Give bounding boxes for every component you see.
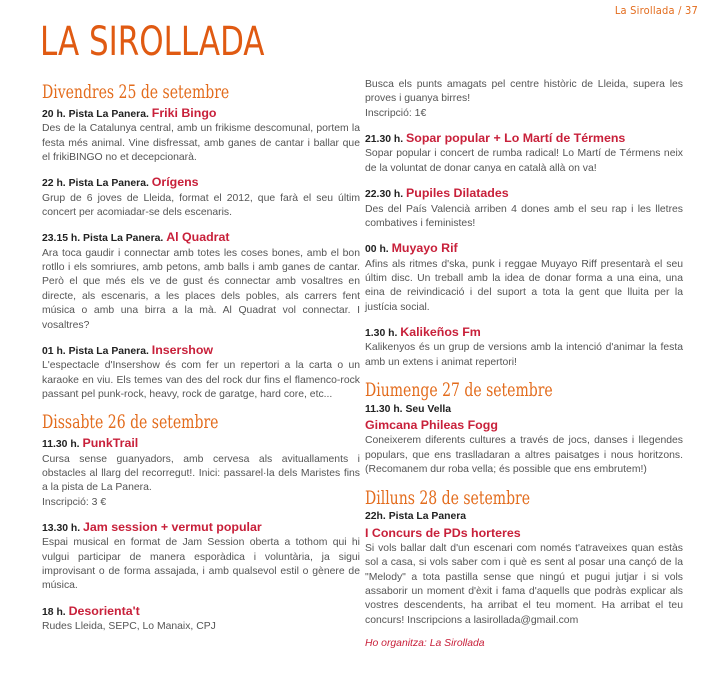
event	[42, 435, 360, 510]
event-description: Cursa sense guanyadors, amb cervesa als avituallaments i obstacles al llarg del recorregut!. Inici: passarel·la dels Maristes fins a la pista de La Panera.	[42, 453, 360, 494]
event-header	[365, 240, 683, 257]
day-heading: Divendres 25 de setembre	[42, 81, 230, 103]
event-name: Gimcana Phileas Fogg	[365, 418, 498, 433]
event	[42, 229, 360, 333]
event-description: Des del País Valencià arriben 4 dones amb el seu rap i les lletres combatives i feministes!	[365, 203, 683, 229]
event-header	[365, 130, 683, 147]
event-name: Friki Bingo	[151, 105, 217, 120]
event-fee: Inscripció: 3 €	[42, 496, 107, 508]
event-header	[42, 105, 360, 122]
event-venue: Seu Vella	[405, 403, 452, 415]
event	[42, 105, 360, 165]
event-name: Jam session + vermut popular	[83, 519, 262, 534]
event	[42, 174, 360, 220]
event-header	[365, 324, 683, 341]
event-name: Insershow	[151, 342, 214, 357]
event-description: Afins als ritmes d'ska, punk i reggae Muyayo Riff presentarà el seu últim disc. Un treball amb la idea de donar forma a una eina, una eina de reivindicació i del suport a tota la gent que lluita per la justícia social.	[365, 258, 683, 313]
event	[42, 519, 360, 594]
event-header	[365, 403, 683, 417]
event-venue: Pista La Panera.	[68, 108, 149, 120]
event-name: Kalikeños Fm	[400, 325, 481, 340]
event-description: Rudes Lleida, SEPC, Lo Manaix, CPJ	[42, 621, 216, 633]
event-time: 21.30 h.	[365, 134, 404, 146]
event-description: Espai musical en format de Jam Session oberta a tothom qui hi vulgui participar de manera esporàdica i voluntària, ja sigui improvisant o de forma assajada, i amb qualsevol estil o gènere de música.	[42, 537, 360, 592]
event	[365, 240, 683, 315]
event	[365, 185, 683, 231]
event-venue: Pista La Panera.	[68, 178, 149, 190]
event-name: Pupiles Dilatades	[406, 186, 509, 201]
event-fee: Inscripció: 1€	[365, 107, 427, 119]
event-venue: Pista La Panera.	[83, 233, 164, 245]
event-continuation	[365, 78, 683, 121]
day-heading: Diumenge 27 de setembre	[365, 379, 553, 402]
event-time: 00 h.	[365, 244, 389, 256]
event	[365, 403, 683, 478]
event-description: Busca els punts amagats pel centre històric de Lleida, supera les proves i guanya birres!	[365, 79, 683, 105]
event-time: 22 h.	[42, 178, 66, 190]
event-description: Coneixerem diferents cultures a través de jocs, danses i llegendes populars, que ens traslladaran a altres paisatges i nous horitzons. (Recomanem dur roba vella; és possible que ens embrutem!)	[365, 435, 683, 476]
left-column	[42, 82, 360, 643]
event-name: Al Quadrat	[166, 230, 230, 245]
event	[365, 324, 683, 370]
event-description: Kalikenyos és un grup de versions amb la intenció d'animar la festa amb un extens i animat repertori!	[365, 342, 683, 368]
day-heading: Dilluns 28 de setembre	[365, 486, 531, 509]
event-description: Sopar popular i concert de rumba radical! Lo Martí de Térmens neix de la voluntat de donar canya en català allà on va!	[365, 148, 683, 174]
event-header	[42, 435, 360, 452]
event-header	[42, 342, 360, 359]
event-name: Muyayo Rif	[391, 241, 458, 256]
event-time: 22.30 h.	[365, 189, 404, 201]
event-header	[42, 174, 360, 191]
event	[365, 510, 683, 628]
event-time: 20 h.	[42, 108, 66, 120]
event-name: I Concurs de PDs horteres	[365, 525, 521, 540]
event-time: 11.30 h.	[42, 439, 80, 451]
event-header	[42, 229, 360, 246]
event	[42, 603, 360, 635]
right-column	[365, 78, 683, 651]
event-name: Desorienta't	[68, 603, 140, 618]
event-header	[42, 603, 360, 620]
event-time: 1.30 h.	[365, 328, 398, 340]
event-description: Grup de 6 joves de Lleida, format el 2012, que farà el seu últim concert per acomiadar-se dels escenaris.	[42, 192, 360, 218]
event	[365, 130, 683, 176]
event-time: 23.15 h.	[42, 233, 81, 245]
event-time: 11.30 h.	[365, 403, 403, 415]
event-venue: Pista La Panera	[388, 511, 467, 523]
running-header: La Sirollada / 37	[614, 4, 698, 17]
event-venue: Pista La Panera.	[68, 345, 149, 357]
event-time: 18 h.	[42, 606, 66, 618]
organizer-credit: Ho organitza: La Sirollada	[365, 637, 485, 649]
event-description: L'espectacle d'Insershow és com fer un repertori a la carta o un karaoke en viu. Els temes van des del rock dur fins el flamenco-rock passant pel punk-rock, heavy, rock de garatge, hard core, etc...	[42, 360, 360, 400]
event-description: Des de la Catalunya central, amb un frikisme descomunal, portem la festa més animal. Vine disfressat, amb ganes de cantar i ballar que el frikiBINGO no et decepcionarà.	[42, 123, 360, 163]
page-title: LA SIROLLADA	[40, 19, 265, 65]
event-header	[365, 185, 683, 202]
event-time: 13.30 h.	[42, 522, 81, 534]
event-header	[365, 510, 683, 524]
event-time: 01 h.	[42, 345, 66, 357]
event-name: Sopar popular + Lo Martí de Térmens	[406, 131, 626, 146]
event-name: PunkTrail	[82, 436, 139, 451]
event-description: Ara toca gaudir i connectar amb totes les coses bones, amb el bon rotllo i els somriures, amb petons, amb balls i amb ganes de cantar. Però el que més els ve de gust és connectar amb vosaltres en directe, als escenaris, a les places dels pobles, als carrers fent música o amb una birra a la mà. Al Quadrat vol connectar. I vosaltres?	[42, 247, 360, 331]
event-header	[42, 519, 360, 536]
day-heading: Dissabte 26 de setembre	[42, 411, 219, 434]
event-name: Orígens	[151, 175, 199, 190]
event-time: 22h.	[365, 511, 386, 523]
event	[42, 342, 360, 402]
event-description: Si vols ballar dalt d'un escenari com només t'atraveixes quan estàs sol a casa, si vols saber com i què es sent al posar una cançó de la "Melody" a tota pastilla sense que ningú et pugui jutjar i si vols assaborir un moment d'èxit i fama d'aquells que podràs explicar als vostres descendents, ha arribat el teu moment. Ha arribat el teu concurs! Inscripcions a lasirollada@gmail.com	[365, 542, 683, 626]
